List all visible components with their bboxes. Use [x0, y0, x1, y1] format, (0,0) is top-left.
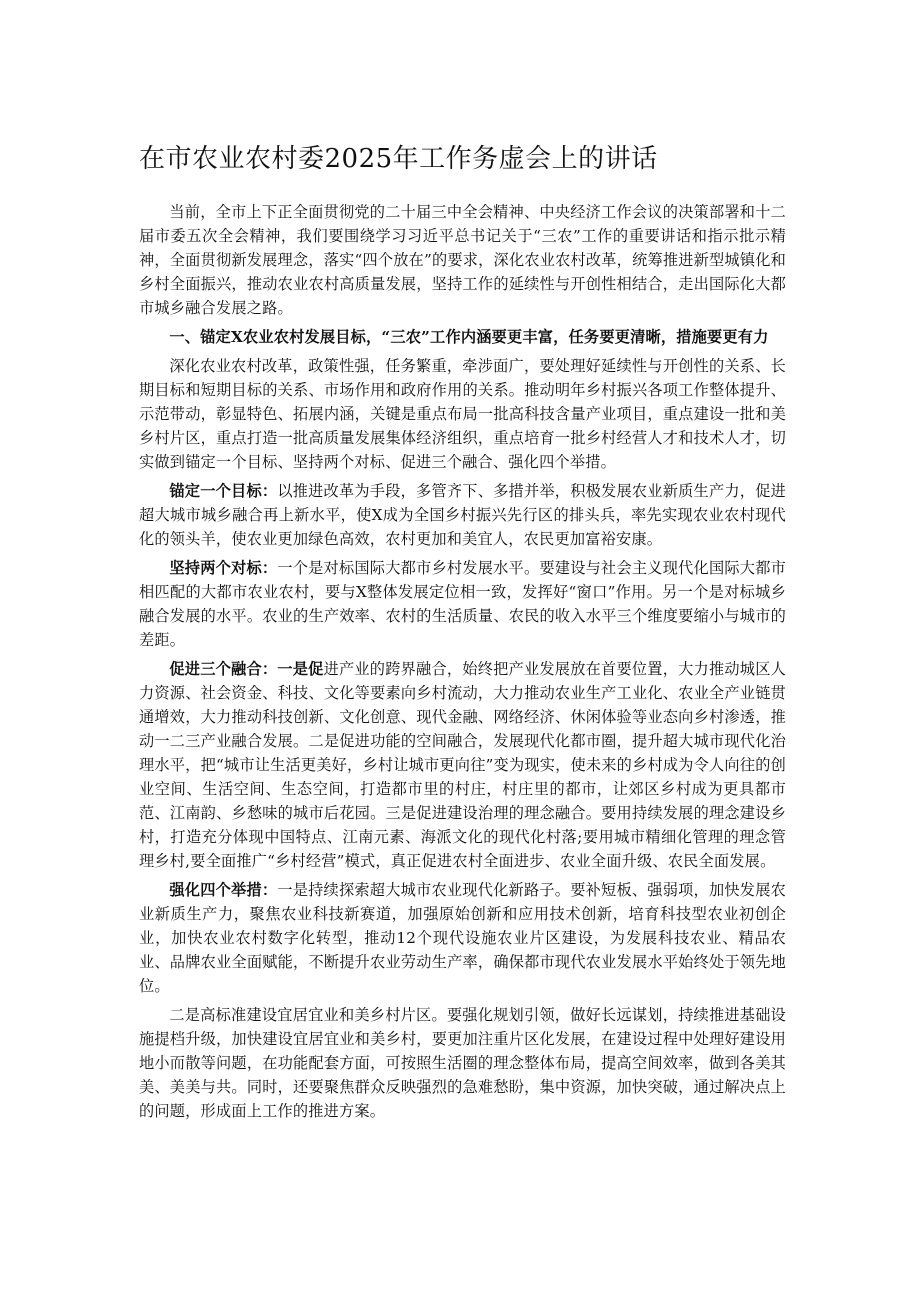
section-body-paragraph: 深化农业农村改革，政策性强，任务繁重，牵涉面广，要处理好延续性与开创性的关系、长期目标和短期目标的关系、市场作用和政府作用的关系。推动明年乡村振兴各项工作整体提升、示范带动，彰显特色、拓展内涵，关键是重点布局一批高科技含量产业项目，重点建设一批和美乡村片区，重点打造一批高质量发展集体经济组织，重点培育一批乡村经营人才和技术人才，切实做到锚定一个目标、坚持两个对标、促进三个融合、强化四个举措。: [139, 357, 786, 471]
intro-paragraph: 当前，全市上下正全面贯彻党的二十届三中全会精神、中央经济工作会议的决策部署和十二届市委五次全会精神，我们要围绕学习习近平总书记关于“三农”工作的重要讲话和指示批示精神，全面贯彻新发展理念，落实“四个放在”的要求，深化农业农村改革，统筹推进新型城镇化和乡村全面振兴，推动农业农村高质量发展，坚持工作的延续性与开创性相结合，走出国际化大都市城乡融合发展之路。: [139, 203, 786, 317]
measures-paragraph: [139, 878, 786, 998]
goal-lead: 锚定一个目标：: [169, 482, 278, 500]
benchmark-lead: 坚持两个对标：: [169, 559, 278, 577]
goal-body: 以推进改革为手段，多管齐下、多措并举，积极发展农业新质生产力，促进超大城市城乡融合再上新水平，使X成为全国乡村振兴先行区的排头兵，率先实现农业农村现代化的领头羊，使农业更加绿色高效，农村更加和美宜人，农民更加富裕安康。: [139, 482, 786, 548]
measures-lead: 强化四个举措：: [169, 881, 278, 899]
fusion-body: 进产业的跨界融合，始终把产业发展放在首要位置，大力推动城区人力资源、社会资金、科技、文化等要素向乡村流动，大力推动农业生产工业化、农业全产业链贯通增效，大力推动科技创新、文化创意、现代金融、网络经济、休闲体验等业态向乡村渗透，推动一二三产业融合发展。二是促进功能的空间融合，发展现代化都市圈，提升超大城市现代化治理水平，把“城市让生活更美好，乡村让城市更向往”变为现实，使未来的乡村成为令人向往的创业空间、生活空间、生态空间，打造都市里的村庄，村庄里的都市，让郊区乡村成为更具都市范、江南韵、乡愁味的城市后花园。三是促进建设治理的理念融合。要用持续发展的理念建设乡村，打造充分体现中国特点、江南元素、海派文化的现代化村落;要用城市精细化管理的理念管理乡村,要全面推广“乡村经营”模式，真正促进农村全面进步、农业全面升级、农民全面发展。: [139, 660, 787, 870]
fusion-paragraph: [139, 657, 786, 873]
section-heading: 一、锚定X农业农村发展目标，“三农”工作内涵要更丰富，任务要更清晰，措施要更有力: [169, 328, 769, 346]
benchmark-body: 一个是对标国际大都市乡村发展水平。要建设与社会主义现代化国际大都市相匹配的大都市农业农村，要与X整体发展定位相一致，发挥好“窗口”作用。另一个是对标城乡融合发展的水平。农业的生产效率、农村的生活质量、农民的收入水平三个维度要缩小与城市的差距。: [139, 559, 786, 649]
page-title: 在市农业农村委2025年工作务虚会上的讲话: [139, 144, 658, 174]
goal-paragraph: [139, 479, 786, 551]
measures-body: 一是持续探索超大城市农业现代化新路子。要补短板、强弱项，加快发展农业新质生产力，聚焦农业科技新赛道，加强原始创新和应用技术创新，培育科技型农业初创企业，加快农业农村数字化转型，推动12个现代设施农业片区建设，为发展科技农业、精品农业、品牌农业全面赋能，不断提升农业劳动生产率，确保都市现代农业发展水平始终处于领先地位。: [139, 881, 786, 995]
fusion-lead: 促进三个融合：一是促: [169, 660, 324, 678]
measure-two-paragraph: 二是高标准建设宜居宜业和美乡村片区。要强化规划引领，做好长远谋划，持续推进基础设施提档升级，加快建设宜居宜业和美乡村，要更加注重片区化发展，在建设过程中处理好建设用地小而散等问题，在功能配套方面，可按照生活圈的理念整体布局，提高空间效率，做到各美其美、美美与共。同时，还要聚焦群众反映强烈的急难愁盼，集中资源，加快突破，通过解决点上的问题，形成面上工作的推进方案。: [139, 1006, 786, 1120]
benchmark-paragraph: [139, 556, 786, 652]
